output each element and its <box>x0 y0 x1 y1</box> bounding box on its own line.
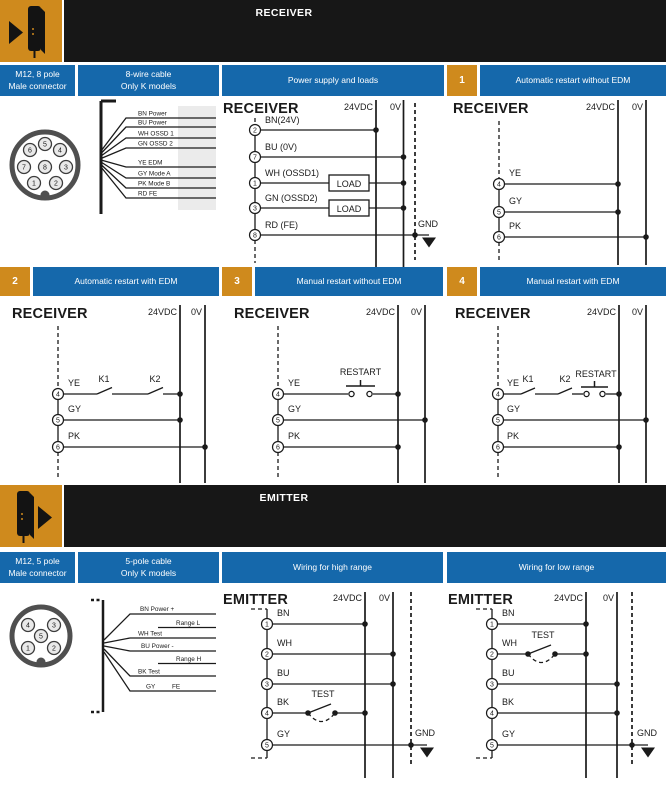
wire-label: BN(24V) <box>265 115 300 125</box>
diagram-title: RECEIVER <box>453 101 529 117</box>
header-line: Wiring for low range <box>518 561 595 572</box>
pin-number: 4 <box>497 181 501 189</box>
restart-button <box>340 367 382 397</box>
wire-label: WH (OSSD1) <box>265 168 319 178</box>
header-line: Automatic restart with EDM <box>74 275 178 286</box>
pin-number: 1 <box>253 180 257 188</box>
wire-label: WH <box>502 638 517 648</box>
wire-label-range-l: Range L <box>176 620 201 627</box>
emitter-banner <box>64 485 666 547</box>
pin-number: 3 <box>64 164 68 172</box>
pin-number: 3 <box>52 622 56 630</box>
pin-number: 2 <box>54 180 58 188</box>
wire-label: WH OSSD 1 <box>138 130 174 138</box>
rail-24vdc-label: 24VDC <box>332 593 362 603</box>
k2-label: K2 <box>559 374 571 384</box>
wire-label: GY <box>502 729 516 739</box>
pin-number: 3 <box>253 205 257 213</box>
pin-number: 1 <box>32 180 36 188</box>
emitter-banner-title: EMITTER <box>259 492 309 504</box>
pin-number: 5 <box>43 141 47 149</box>
wire-label: BU (0V) <box>265 142 298 152</box>
wire-label-range-h: Range H <box>176 656 202 663</box>
header-line: Power supply and loads <box>287 74 379 85</box>
wire-label: YE <box>509 168 522 178</box>
wire-label: PK Mode B <box>138 180 171 188</box>
badge-3: 3 <box>222 267 252 296</box>
gnd-label: GND <box>415 728 435 738</box>
pin-number: 4 <box>490 710 494 718</box>
pin-number: 5 <box>490 742 494 750</box>
diagram-1-auto-restart-no-edm <box>445 95 666 265</box>
receiver-icon-box <box>0 0 62 62</box>
wire-label: YE <box>507 378 520 388</box>
connector-keyway-notch <box>37 658 46 667</box>
diagram-4-manual-restart-edm <box>443 296 666 483</box>
pin-number: 6 <box>496 444 500 452</box>
pin-number: 5 <box>497 209 501 217</box>
pin-number: 5 <box>265 742 269 750</box>
diagram-3-manual-restart-no-edm <box>222 296 447 483</box>
gnd-label: GND <box>418 219 438 229</box>
k1-label: K1 <box>522 374 534 384</box>
wire-label: BU <box>277 668 290 678</box>
pin-number: 2 <box>490 651 494 659</box>
emitter-low-range-diagram <box>440 588 666 800</box>
rail-0v-label: 0V <box>378 593 390 603</box>
pin-number: 7 <box>253 154 257 162</box>
wire-label: WH <box>277 638 292 648</box>
m12-5pole-connector-drawing <box>0 598 90 682</box>
pin-number: 5 <box>496 417 500 425</box>
rail-24vdc-label: 24VDC <box>365 307 395 317</box>
outgoing-beam-arrow-icon <box>38 506 52 529</box>
diagram-title: EMITTER <box>223 592 289 608</box>
k1-contact <box>97 388 112 395</box>
pin-number: 6 <box>56 444 60 452</box>
diagram-title: RECEIVER <box>12 306 88 322</box>
header-line: Male connector <box>8 567 67 578</box>
wire-label: PK <box>68 431 81 441</box>
pin-number: 5 <box>56 417 60 425</box>
wire-label: GN OSSD 2 <box>138 140 173 148</box>
header-wiring-high-range <box>222 552 443 583</box>
wire-label: BK <box>502 697 515 707</box>
wire-label: YE EDM <box>138 159 163 167</box>
wire-label: BN <box>277 608 290 618</box>
header-m12-5pole <box>0 552 75 583</box>
rail-0v-label: 0V <box>410 307 422 317</box>
receiver-pins <box>53 389 64 453</box>
pin-number: 6 <box>497 234 501 242</box>
badge-2: 2 <box>0 267 30 296</box>
wire-label: GY <box>509 196 523 206</box>
wire-label: GY <box>68 404 82 414</box>
header-line: Manual restart with EDM <box>526 275 620 286</box>
wire-label: FE <box>172 683 181 691</box>
wire-label: YE <box>288 378 301 388</box>
pin-number: 4 <box>276 391 280 399</box>
rail-0v-label: 0V <box>389 102 401 112</box>
header-8wire-cable <box>78 65 219 96</box>
rail-24vdc-label: 24VDC <box>343 102 373 112</box>
diagram-title: RECEIVER <box>455 306 531 322</box>
header-line: Only K models <box>120 80 177 91</box>
restart-button <box>575 369 617 397</box>
pin-number: 8 <box>253 232 257 240</box>
power-supply-diagram <box>215 95 445 267</box>
receiver-banner-title: RECEIVER <box>255 7 313 19</box>
rail-0v-label: 0V <box>631 307 643 317</box>
k1-label: K1 <box>98 374 110 384</box>
emitter-device-icon <box>0 485 62 547</box>
receiver-pins <box>273 389 284 453</box>
wire-label: BU Power <box>138 119 167 127</box>
cable-label-backdrop <box>178 106 216 210</box>
rail-0v-label: 0V <box>631 102 643 112</box>
wire-label: BN <box>502 608 515 618</box>
gnd-label: GND <box>637 728 657 738</box>
restart-label: RESTART <box>339 367 382 377</box>
earth-ground-symbol <box>422 238 436 248</box>
pin-number: 1 <box>490 621 494 629</box>
wire-label: BK <box>277 697 290 707</box>
header-line: Only K models <box>120 567 177 578</box>
pin-number: 4 <box>265 710 269 718</box>
wire-label: GY <box>277 729 291 739</box>
badge-1: 1 <box>447 65 477 96</box>
pin-number: 2 <box>52 645 56 653</box>
header-line: M12, 5 pole <box>15 556 60 567</box>
connector-keyway-notch <box>41 191 50 200</box>
pin-number: 5 <box>276 417 280 425</box>
pin-number: 2 <box>253 127 257 135</box>
pin-number: 7 <box>22 164 26 172</box>
test-label: TEST <box>311 689 335 699</box>
k2-label: K2 <box>149 374 161 384</box>
rail-0v-label: 0V <box>190 307 202 317</box>
header-line: Male connector <box>8 80 67 91</box>
8wire-cable-drawing <box>88 98 218 218</box>
header-manual-restart-no-edm <box>255 267 443 296</box>
header-line: 8-wire cable <box>125 69 172 80</box>
wire-label: GY Mode A <box>138 170 171 178</box>
rail-24vdc-label: 24VDC <box>585 102 615 112</box>
emitter-icon-box <box>0 485 62 547</box>
load-label: LOAD <box>336 204 362 214</box>
header-line: Wiring for high range <box>293 561 372 572</box>
badge-4: 4 <box>447 267 477 296</box>
pin-number: 4 <box>496 391 500 399</box>
load-label: LOAD <box>336 179 362 189</box>
pin-number: 2 <box>265 651 269 659</box>
wire-label: PK <box>288 431 301 441</box>
wire-label: BK Test <box>138 668 160 676</box>
receiver-device-icon <box>0 0 62 62</box>
receiver-bar-icon <box>28 6 41 51</box>
wire-label: GY <box>288 404 302 414</box>
header-line: 5-pole cable <box>125 556 172 567</box>
wire-label: RD FE <box>138 190 158 198</box>
m12-8pole-connector-drawing <box>2 103 92 215</box>
header-line: Manual restart without EDM <box>296 275 402 286</box>
rail-24vdc-label: 24VDC <box>147 307 177 317</box>
earth-ground-symbol <box>641 748 655 758</box>
5pole-cable-drawing <box>88 592 218 762</box>
wire-label: WH Test <box>138 630 163 638</box>
wire-label: BN Power <box>138 110 167 118</box>
pin-number: 5 <box>39 633 43 641</box>
header-auto-restart-no-edm <box>480 65 666 96</box>
receiver-pins <box>494 179 505 243</box>
pin-number: 4 <box>58 147 62 155</box>
header-line: M12, 8 pole <box>15 69 60 80</box>
cable-wires <box>104 606 216 691</box>
pin-number: 8 <box>43 164 47 172</box>
pin-number: 4 <box>26 622 30 630</box>
pin-number: 6 <box>276 444 280 452</box>
wire-label: RD (FE) <box>265 220 298 230</box>
earth-ground-symbol <box>420 748 434 758</box>
header-m12-8pole <box>0 65 75 96</box>
receiver-banner <box>64 0 666 62</box>
k2-contact <box>558 388 572 394</box>
incoming-beam-arrow-icon <box>9 21 23 44</box>
pin-number: 3 <box>265 681 269 689</box>
emitter-high-range-diagram <box>215 588 445 800</box>
diagram-2-auto-restart-edm <box>0 296 222 483</box>
header-manual-restart-edm <box>480 267 666 296</box>
wire-label: BU Power - <box>141 643 174 650</box>
header-power-supply <box>222 65 444 96</box>
diagram-title: RECEIVER <box>223 101 299 117</box>
wire-label: PK <box>509 221 522 231</box>
pin-number: 6 <box>28 147 32 155</box>
wire-label: BN Power + <box>140 606 175 613</box>
header-wiring-low-range <box>447 552 666 583</box>
rail-0v-label: 0V <box>602 593 614 603</box>
restart-label: RESTART <box>575 369 617 379</box>
header-auto-restart-edm <box>33 267 219 296</box>
pin-number: 1 <box>265 621 269 629</box>
k1-contact <box>521 388 535 394</box>
test-label: TEST <box>531 630 555 640</box>
wire-label: PK <box>507 431 520 441</box>
rail-24vdc-label: 24VDC <box>553 593 583 603</box>
k2-contact <box>148 388 163 395</box>
header-line: Automatic restart without EDM <box>515 74 631 85</box>
emitter-bar-icon <box>17 491 30 536</box>
pin-number: 1 <box>26 645 30 653</box>
wire-label: GN (OSSD2) <box>265 193 318 203</box>
diagram-title: RECEIVER <box>234 306 310 322</box>
wire-label: GY <box>146 683 156 691</box>
diagram-title: EMITTER <box>448 592 514 608</box>
receiver-pins <box>493 389 504 453</box>
wire-label: GY <box>507 404 521 414</box>
wire-label: YE <box>68 378 81 388</box>
wire-label: BU <box>502 668 515 678</box>
header-5pole-cable <box>78 552 219 583</box>
pin-number: 3 <box>490 681 494 689</box>
rail-24vdc-label: 24VDC <box>586 307 616 317</box>
pin-number: 4 <box>56 391 60 399</box>
